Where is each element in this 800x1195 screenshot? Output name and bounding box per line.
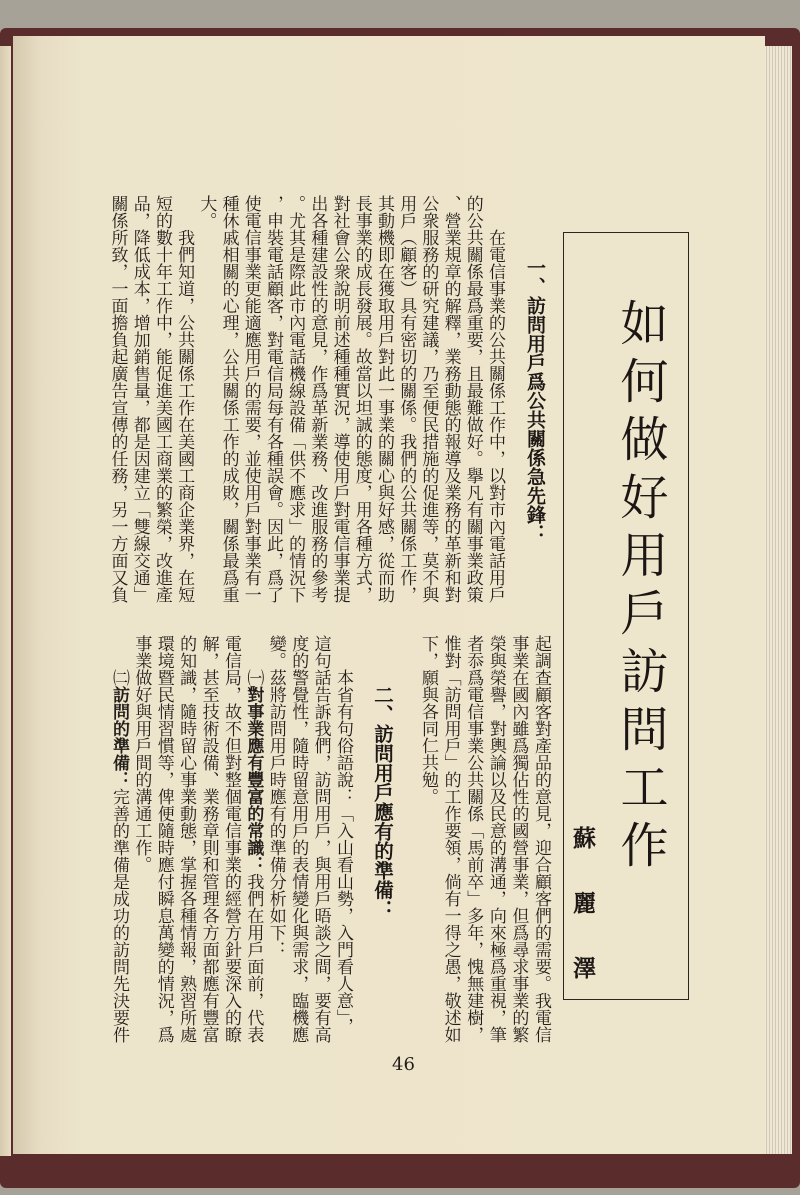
text-column: 環境暨民情習慣等，俾便隨時應付瞬息萬變的情況，爲 [153, 635, 174, 1043]
text-column: 這句話告訴我們，訪問用戶，與用戶晤談之間，要有高 [310, 635, 331, 1043]
text-column: 電信局，故不但對整個電信事業的經營方針要深入的瞭 [220, 635, 241, 1043]
text-column: 品，降低成本，增加銷售量，都是因建立「雙線交通」 [129, 195, 150, 603]
text-column: 我們知道，公共關係工作在美國工商企業界，在短 [174, 229, 195, 603]
list-item-1 [242, 635, 264, 1045]
text-column: 事業在國內雖爲獨佔性的國營事業，但爲尋求事業的繁 [508, 635, 529, 1043]
text-column: 短的數十年工作中，能促進美國工商業的繁榮，改進產 [151, 195, 172, 603]
text-column: 。尤其是際此市內電話機線設備「供不應求」的情況下 [285, 195, 306, 603]
page-number: 46 [392, 1054, 415, 1075]
text-column: 在電信事業的公共關係工作中，以對市內電話用戶 [485, 229, 505, 603]
list-marker: ㈠ [243, 669, 264, 686]
text-column: 變。茲將訪問用戶時應有的準備分析如下： [265, 635, 286, 958]
text-column: 其動機即在獲取用戶對此一事業的關心與好感，從而助 [373, 195, 394, 603]
text-column: 惟對「訪問用戶」的工作要領，倘有一得之愚，敬述如 [440, 635, 461, 1043]
section-2-body [107, 635, 354, 1045]
author-name: 蘇麗澤 [569, 826, 596, 1021]
text-column: 的知識，隨時留心事業動態，掌握各種情報，熟習所處 [176, 635, 197, 1043]
list-item-label: 對事業應有豐富的常識： [243, 686, 264, 873]
text-column: 使電信事業更能適應用戶的需要，並使用戶對事業有一 [240, 195, 261, 603]
list-marker: ㈡ [108, 669, 129, 686]
list-item-text: 我們在用戶面前，代表 [243, 873, 264, 1043]
text-column: 本省有句俗語說：「入山看山勢，入門看人意」， [333, 669, 353, 1035]
text-column: 的公共關係最爲重要，且最難做好。擧凡有關事業政策 [462, 195, 483, 603]
text-column: 種休戚相關的心理，公共關係工作的成敗，關係最爲重 [218, 195, 239, 603]
section-1-continuation [416, 635, 552, 1045]
text-column: 出各種建設性的意見，作爲革新業務、改進服務的參考 [307, 195, 328, 603]
text-column: ，申裝電話顧客，對電信局每有各種誤會。因此，爲了 [262, 195, 283, 603]
text-column: 者忝爲電信事業公共關係「馬前卒」多年，愧無建樹， [463, 635, 484, 1043]
article-title: 如何做好用戶訪問工作 [612, 298, 668, 878]
text-column: 下，願與各同仁共勉。 [418, 635, 439, 805]
text-column: 事業做好與用戶間的溝通工作。 [131, 635, 152, 873]
text-column: 關係所致，一面擔負起廣告宣傳的任務，另一方面又負 [107, 195, 128, 603]
section-1-body [106, 195, 506, 605]
section-1-heading: 一、訪問用戶爲公共關係急先鋒： [524, 258, 546, 543]
text-column: 榮與榮譽，對輿論以及民意的溝通，向來極爲重視，筆 [485, 635, 506, 1043]
text-column: 大。 [196, 195, 217, 229]
section-2-heading: 二、訪問用戶應有的準備： [371, 685, 394, 919]
text-column: 、營業規章的解釋，業務動態的報導及業務的革新和對 [440, 195, 461, 603]
text-column: 公衆服務的研究建議，乃至便民措施的促進等，莫不與 [418, 195, 439, 603]
text-column: 對社會公衆說明前述種種實況，導使用戶對電信事業提 [329, 195, 350, 603]
list-item-2 [108, 635, 130, 1045]
text-column: 起調查顧客對產品的意見，迎合顧客們的需要。我電信 [531, 635, 551, 1043]
text-column: 用戶（顧客）具有密切的關係。我們的公共關係工作， [396, 195, 417, 603]
text-column: 解，甚至技術設備、業務章則和管理各方面都應有豐富 [198, 635, 219, 1043]
list-item-label: 訪問的準備： [108, 686, 129, 788]
text-column: 度的警覺性，隨時留意用戶的表情變化與需求，臨機應 [288, 635, 309, 1043]
text-column: 長事業的成長發展。故當以坦誠的態度，用各種方式， [351, 195, 372, 603]
list-item-text: 完善的準備是成功的訪問先決要件 [108, 788, 129, 1043]
